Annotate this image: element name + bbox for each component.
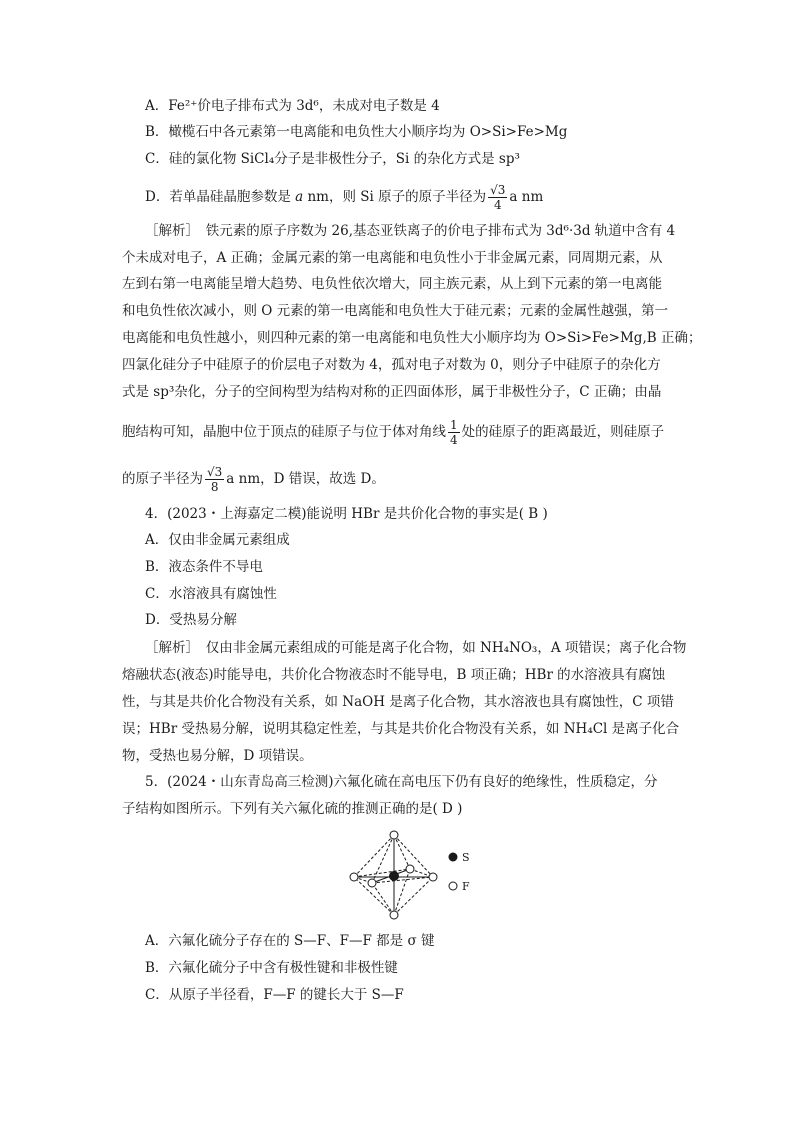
- q3-option-b: B．橄榄石中各元素第一电离能和电负性大小顺序均为 O>Si>Fe>Mg: [145, 124, 568, 140]
- legend-f-marker: [449, 882, 457, 890]
- fraction: $\frac{1}{4}$: [450, 418, 458, 447]
- fraction: $\frac{√3}{8}$: [207, 465, 223, 494]
- f-atom: [429, 873, 437, 881]
- analysis-line: 四氯化硅分子中硅原子的价层电子对数为 4，孤对电子对数为 0，则分子中硅原子的杂化方: [122, 357, 661, 373]
- f-atom: [350, 873, 358, 881]
- analysis-line: 误；HBr 受热易分解，说明其稳定性差，与其是共价化合物没有关系，如 NH₄Cl 是离子化合: [122, 721, 680, 737]
- var-a: a: [295, 189, 304, 205]
- legend-s-label: S: [462, 851, 470, 864]
- q5-option-b: B．六氟化硫分子中含有极性键和非极性键: [145, 960, 398, 976]
- q3-option-c: C．硅的氯化物 SiCl₄分子是非极性分子，Si 的杂化方式是 sp³: [145, 151, 520, 167]
- sf6-octahedron-diagram: [340, 825, 490, 925]
- f-atom: [390, 831, 398, 839]
- q5-stem-line: 子结构如图所示。下列有关六氟化硫的推测正确的是( D ): [122, 801, 463, 817]
- analysis-line: 和电负性依次减小，则 O 元素的第一电离能和电负性大于硅元素；元素的金属性越强，第一: [122, 303, 669, 319]
- f-atom: [406, 865, 414, 873]
- analysis-line: 电离能和电负性越小，则四种元素的第一电离能和电负性大小顺序均为 O>Si>Fe>Mg,B 正确；: [122, 330, 702, 346]
- f-atom: [368, 879, 376, 887]
- analysis-line: 左到右第一电离能呈增大趋势、电负性依次增大，同主族元素，从上到下元素的第一电离能: [122, 276, 662, 292]
- legend-f-label: F: [462, 880, 470, 893]
- q4-option-d: D．受热易分解: [145, 612, 237, 628]
- analysis-line: 物，受热也易分解，D 项错误。: [122, 748, 313, 764]
- q4-option-c: C．水溶液具有腐蚀性: [145, 586, 277, 602]
- q4-option-b: B．液态条件不导电: [145, 559, 263, 575]
- fraction: $\frac{√3}{4}$: [490, 183, 506, 212]
- analysis-line: 式是 sp³杂化，分子的空间构型为结构对称的正四面体形，属于非极性分子，C 正确；由晶: [122, 384, 662, 400]
- q5-stem-line: 5．(2024・山东青岛高三检测)六氟化硫在高电压下仍有良好的绝缘性，性质稳定，分: [145, 774, 658, 790]
- analysis-line: ［解析］ 仅由非金属元素组成的可能是离子化合物，如 NH₄NO₃，A 项错误；离子化合物: [145, 640, 687, 656]
- analysis-line: 性，与其是共价化合物没有关系，如 NaOH 是离子化合物，其水溶液也具有腐蚀性，C 项错: [122, 694, 674, 710]
- analysis-line: 胞结构可知，晶胞中位于顶点的硅原子与位于体对角线 $\frac{1}{4}$ 处的硅原子的距离最近，则硅原子: [122, 418, 665, 447]
- f-atom: [390, 911, 398, 919]
- q5-option-a: A．六氟化硫分子存在的 S—F、F—F 都是 σ 键: [145, 933, 435, 949]
- q3-option-a: A．Fe²⁺价电子排布式为 3d⁶，未成对电子数是 4: [145, 98, 440, 114]
- q4-option-a: A．仅由非金属元素组成: [145, 532, 290, 548]
- analysis-line: ［解析］ 铁元素的原子序数为 26,基态亚铁离子的价电子排布式为 3d⁶·3d 轨道中含有 4: [145, 223, 676, 239]
- analysis-line: 的原子半径为 $\frac{√3}{8}$ a nm，D 错误，故选 D。: [122, 465, 385, 494]
- q5-option-c: C．从原子半径看，F—F 的键长大于 S—F: [145, 987, 404, 1003]
- analysis-line: 熔融状态(液态)时能导电，共价化合物液态时不能导电，B 项正确；HBr 的水溶液具有腐蚀: [122, 667, 666, 683]
- q4-stem: 4．(2023・上海嘉定二模)能说明 HBr 是共价化合物的事实是( B ): [145, 506, 548, 522]
- q3-option-d: D．若单晶硅晶胞参数是 a nm，则 Si 原子的原子半径为 $\frac{√3}{4}$ a nm: [145, 183, 544, 212]
- s-atom: [389, 871, 399, 881]
- analysis-line: 个未成对电子，A 正确；金属元素的第一电离能和电负性小于非金属元素，同周期元素，从: [122, 250, 663, 266]
- legend-s-marker: [449, 853, 458, 862]
